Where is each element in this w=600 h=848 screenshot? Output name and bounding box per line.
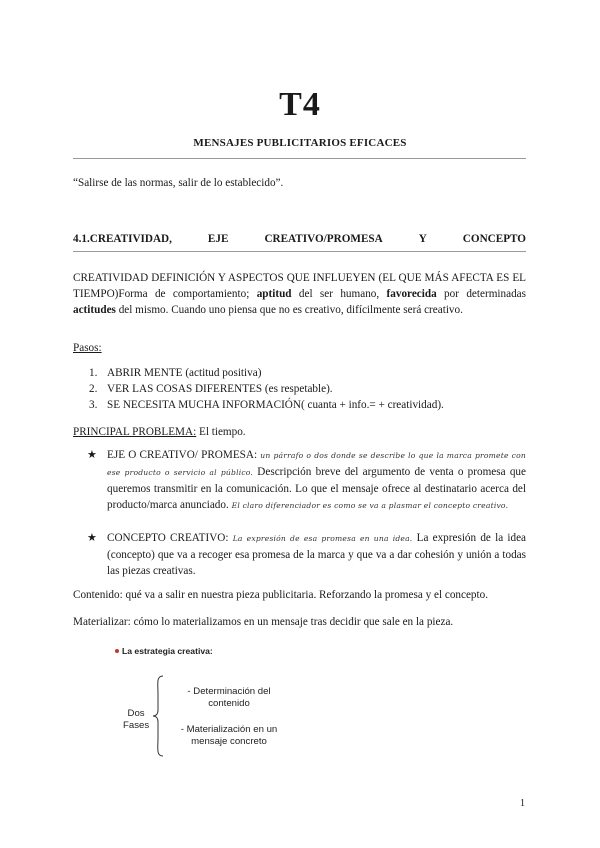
section-heading [73, 231, 526, 247]
star-bullet-icon: ★ [87, 532, 97, 544]
paragraph-text: del ser humano, [291, 288, 387, 300]
step-number: 3. [89, 399, 98, 411]
diagram-heading-text: La estrategia creativa: [122, 646, 213, 656]
paragraph-text: del mismo. Cuando uno piensa que no es creativo, difícilmente será creativo. [115, 304, 463, 316]
paragraph-text: CREATIVIDAD DEFINICIÓN Y ASPECTOS QUE INFLUEYEN (EL QUE MÁS AFECTA ES EL TIEMPO)Forma de comportamiento; [73, 272, 526, 300]
section-divider [73, 251, 526, 252]
quote: “Salirse de las normas, salir de lo establecido”. [73, 177, 284, 189]
diagram-heading [115, 646, 213, 656]
problema-label: PRINCIPAL PROBLEMA: [73, 426, 197, 438]
bullet-lead: CONCEPTO CREATIVO: [107, 532, 233, 544]
list-item [73, 365, 526, 381]
bullet-concepto-creativo [87, 530, 526, 579]
steps-list [73, 365, 526, 413]
bullet-dot-icon [115, 649, 119, 653]
dos-fases-label [123, 708, 149, 732]
creatividad-paragraph [73, 270, 526, 318]
step-text: VER LAS COSAS DIFERENTES (es respetable). [107, 383, 333, 395]
section-heading-part: 4.1.CREATIVIDAD, [73, 233, 172, 245]
paragraph-bold: aptitud [256, 288, 292, 300]
handwritten-note: El claro diferenciador es como se va a plasmar el concepto creativo. [231, 501, 509, 510]
page-number: 1 [520, 798, 525, 809]
phase-two-line2: mensaje concreto [191, 736, 267, 747]
curly-brace-icon [151, 674, 165, 758]
phase-two-line1: - Materialización en un [180, 724, 278, 735]
title-divider [73, 158, 526, 159]
contenido-line: Contenido: qué va a salir en nuestra pieza publicitaria. Reforzando la promesa y el concepto. [73, 589, 489, 601]
handwritten-note: un párrafo o dos donde se describe lo que la marca promete con ese producto o servicio al público. [107, 451, 526, 477]
section-heading-part: Y [418, 233, 427, 245]
paragraph-bold: actitudes [73, 304, 116, 316]
paragraph-bold: favorecida [386, 288, 437, 300]
step-number: 1. [89, 367, 98, 379]
bullet-text: Descripción breve del argumento de venta o promesa que queremos transmitir en la comunicación. Lo que el mensaje ofrece al destinatario acerca del producto/marca anunciado. [107, 466, 526, 511]
bullet-lead: EJE O CREATIVO/ PROMESA: [107, 449, 261, 461]
paragraph-text: por determinadas [436, 288, 526, 300]
handwritten-note: La expresión de esa promesa en una idea. [232, 534, 413, 543]
list-item [73, 397, 526, 413]
list-item [73, 381, 526, 397]
pasos-label: Pasos: [73, 342, 102, 354]
section-heading-part: CONCEPTO [462, 233, 526, 245]
estrategia-creativa-diagram [115, 646, 315, 766]
section-heading-part: CREATIVO/PROMESA [264, 233, 383, 245]
dos-line: Dos [127, 708, 145, 719]
principal-problema [73, 424, 526, 440]
step-number: 2. [89, 383, 98, 395]
section-heading-part: EJE [207, 233, 229, 245]
phase-one-line2: contenido [208, 698, 250, 709]
step-text: ABRIR MENTE (actitud positiva) [107, 367, 262, 379]
page-title: T4 [279, 86, 321, 123]
materializar-line: Materializar: cómo lo materializamos en un mensaje tras decidir que sale en la pieza. [73, 616, 454, 628]
phase-one [169, 686, 289, 710]
bullet-text: La expresión de la idea (concepto) que va a recoger esa promesa de la marca y que va a dar cohesión y unión a todas las piezas creativas. [107, 532, 526, 577]
step-text: SE NECESITA MUCHA INFORMACIÓN( cuanta + info.= + creatividad). [107, 399, 444, 411]
problema-value: El tiempo. [196, 426, 246, 438]
bullet-eje-creativo [87, 447, 526, 514]
fases-line: Fases [123, 720, 150, 731]
page-subtitle: MENSAJES PUBLICITARIOS EFICACES [193, 137, 407, 149]
phase-one-line1: - Determinación del [187, 686, 271, 697]
star-bullet-icon: ★ [87, 449, 97, 461]
phase-two [169, 724, 289, 748]
